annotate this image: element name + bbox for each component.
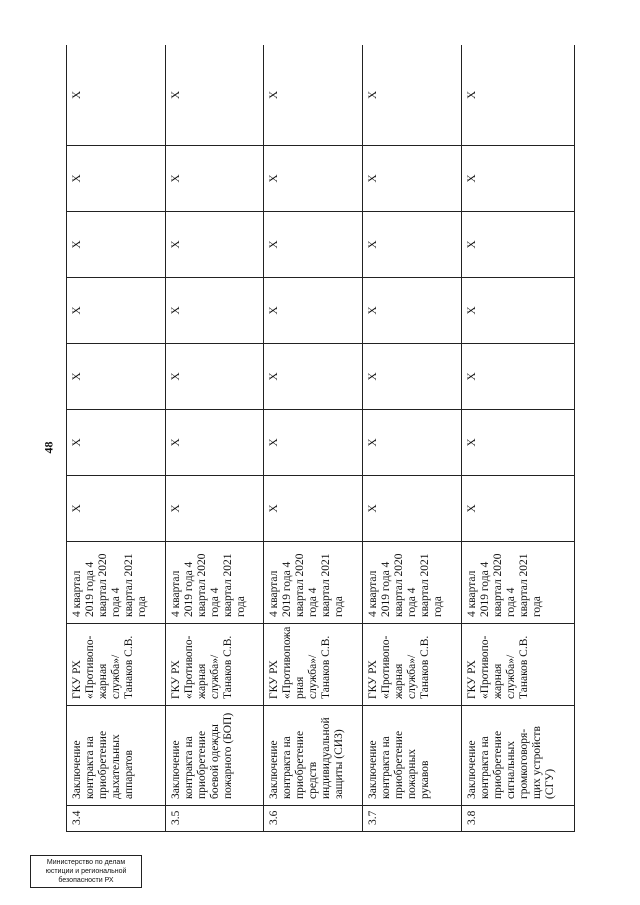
x-mark-cell: X xyxy=(264,278,363,344)
x-mark-cell: X xyxy=(165,212,264,278)
registration-stamp xyxy=(30,855,142,888)
x-mark-cell: X xyxy=(67,278,166,344)
measure-title-cell: Заключение контракта на приобретение средств индивидуальной защиты (СИЗ) xyxy=(264,706,363,806)
row-number-cell: 3.6 xyxy=(264,806,363,832)
x-mark-cell: X xyxy=(461,45,574,146)
x-mark-cell: X xyxy=(165,410,264,476)
table-row xyxy=(165,45,264,832)
x-mark-cell: X xyxy=(362,476,461,542)
executor-cell: ГКУ РХ «Противопо-жарная служба»/ Танаков С.В. xyxy=(165,624,264,706)
row-number-cell: 3.8 xyxy=(461,806,574,832)
x-mark-cell: X xyxy=(67,212,166,278)
x-mark-cell: X xyxy=(461,344,574,410)
executor-cell: ГКУ РХ «Противопо-жарная служба»/ Танаков С.В. xyxy=(67,624,166,706)
stamp-line-1: Министерство по делам xyxy=(46,859,126,866)
x-mark-cell: X xyxy=(165,146,264,212)
x-mark-cell: X xyxy=(461,212,574,278)
x-mark-cell: X xyxy=(362,146,461,212)
table-row xyxy=(264,45,363,832)
x-mark-cell: X xyxy=(362,344,461,410)
x-mark-cell: X xyxy=(165,278,264,344)
x-mark-cell: X xyxy=(264,344,363,410)
x-mark-cell: X xyxy=(165,45,264,146)
x-mark-cell: X xyxy=(67,45,166,146)
row-number-cell: 3.7 xyxy=(362,806,461,832)
page-number: 48 xyxy=(41,441,56,454)
measure-title-cell: Заключение контракта на приобретение сигнальных громкоговоря-щих устройств (СГУ) xyxy=(461,706,574,806)
measures-table xyxy=(66,45,575,832)
period-cell: 4 квартал 2019 года 4 квартал 2020 года 4 квартал 2021 года xyxy=(362,542,461,624)
period-cell: 4 квартал 2019 года 4 квартал 2020 года 4 квартал 2021 года xyxy=(264,542,363,624)
x-mark-cell: X xyxy=(67,410,166,476)
stamp-line-2: юстиции и региональной xyxy=(45,868,127,875)
x-mark-cell: X xyxy=(67,476,166,542)
x-mark-cell: X xyxy=(461,410,574,476)
x-mark-cell: X xyxy=(67,344,166,410)
x-mark-cell: X xyxy=(362,410,461,476)
table-row xyxy=(362,45,461,832)
executor-cell: ГКУ РХ «Противопожа рная служба»/ Танаков С.В. xyxy=(264,624,363,706)
x-mark-cell: X xyxy=(362,45,461,146)
row-number-cell: 3.5 xyxy=(165,806,264,832)
x-mark-cell: X xyxy=(264,45,363,146)
row-number-cell: 3.4 xyxy=(67,806,166,832)
period-cell: 4 квартал 2019 года 4 квартал 2020 года 4 квартал 2021 года xyxy=(461,542,574,624)
measure-title-cell: Заключение контракта на приобретение дыхательных аппаратов xyxy=(67,706,166,806)
x-mark-cell: X xyxy=(461,476,574,542)
x-mark-cell: X xyxy=(264,212,363,278)
x-mark-cell: X xyxy=(67,146,166,212)
x-mark-cell: X xyxy=(362,212,461,278)
x-mark-cell: X xyxy=(264,410,363,476)
x-mark-cell: X xyxy=(264,476,363,542)
x-mark-cell: X xyxy=(165,344,264,410)
executor-cell: ГКУ РХ «Противопо-жарная служба»/ Танаков С.В. xyxy=(461,624,574,706)
table-row xyxy=(461,45,574,832)
rotated-table-wrapper xyxy=(66,45,575,832)
stamp-line-3: безопасности РХ xyxy=(58,877,114,884)
measure-title-cell: Заключение контракта на приобретение пожарных рукавов xyxy=(362,706,461,806)
table-body xyxy=(67,45,575,832)
executor-cell: ГКУ РХ «Противопо-жарная служба»/ Танаков С.В. xyxy=(362,624,461,706)
x-mark-cell: X xyxy=(461,278,574,344)
x-mark-cell: X xyxy=(362,278,461,344)
x-mark-cell: X xyxy=(461,146,574,212)
rotated-table-frame xyxy=(66,45,575,832)
x-mark-cell: X xyxy=(165,476,264,542)
x-mark-cell: X xyxy=(264,146,363,212)
period-cell: 4 квартал 2019 года 4 квартал 2020 года 4 квартал 2021 года xyxy=(67,542,166,624)
table-row xyxy=(67,45,166,832)
measure-title-cell: Заключение контракта на приобретение боевой одежды пожарного (БОП) xyxy=(165,706,264,806)
period-cell: 4 квартал 2019 года 4 квартал 2020 года 4 квартал 2021 года xyxy=(165,542,264,624)
